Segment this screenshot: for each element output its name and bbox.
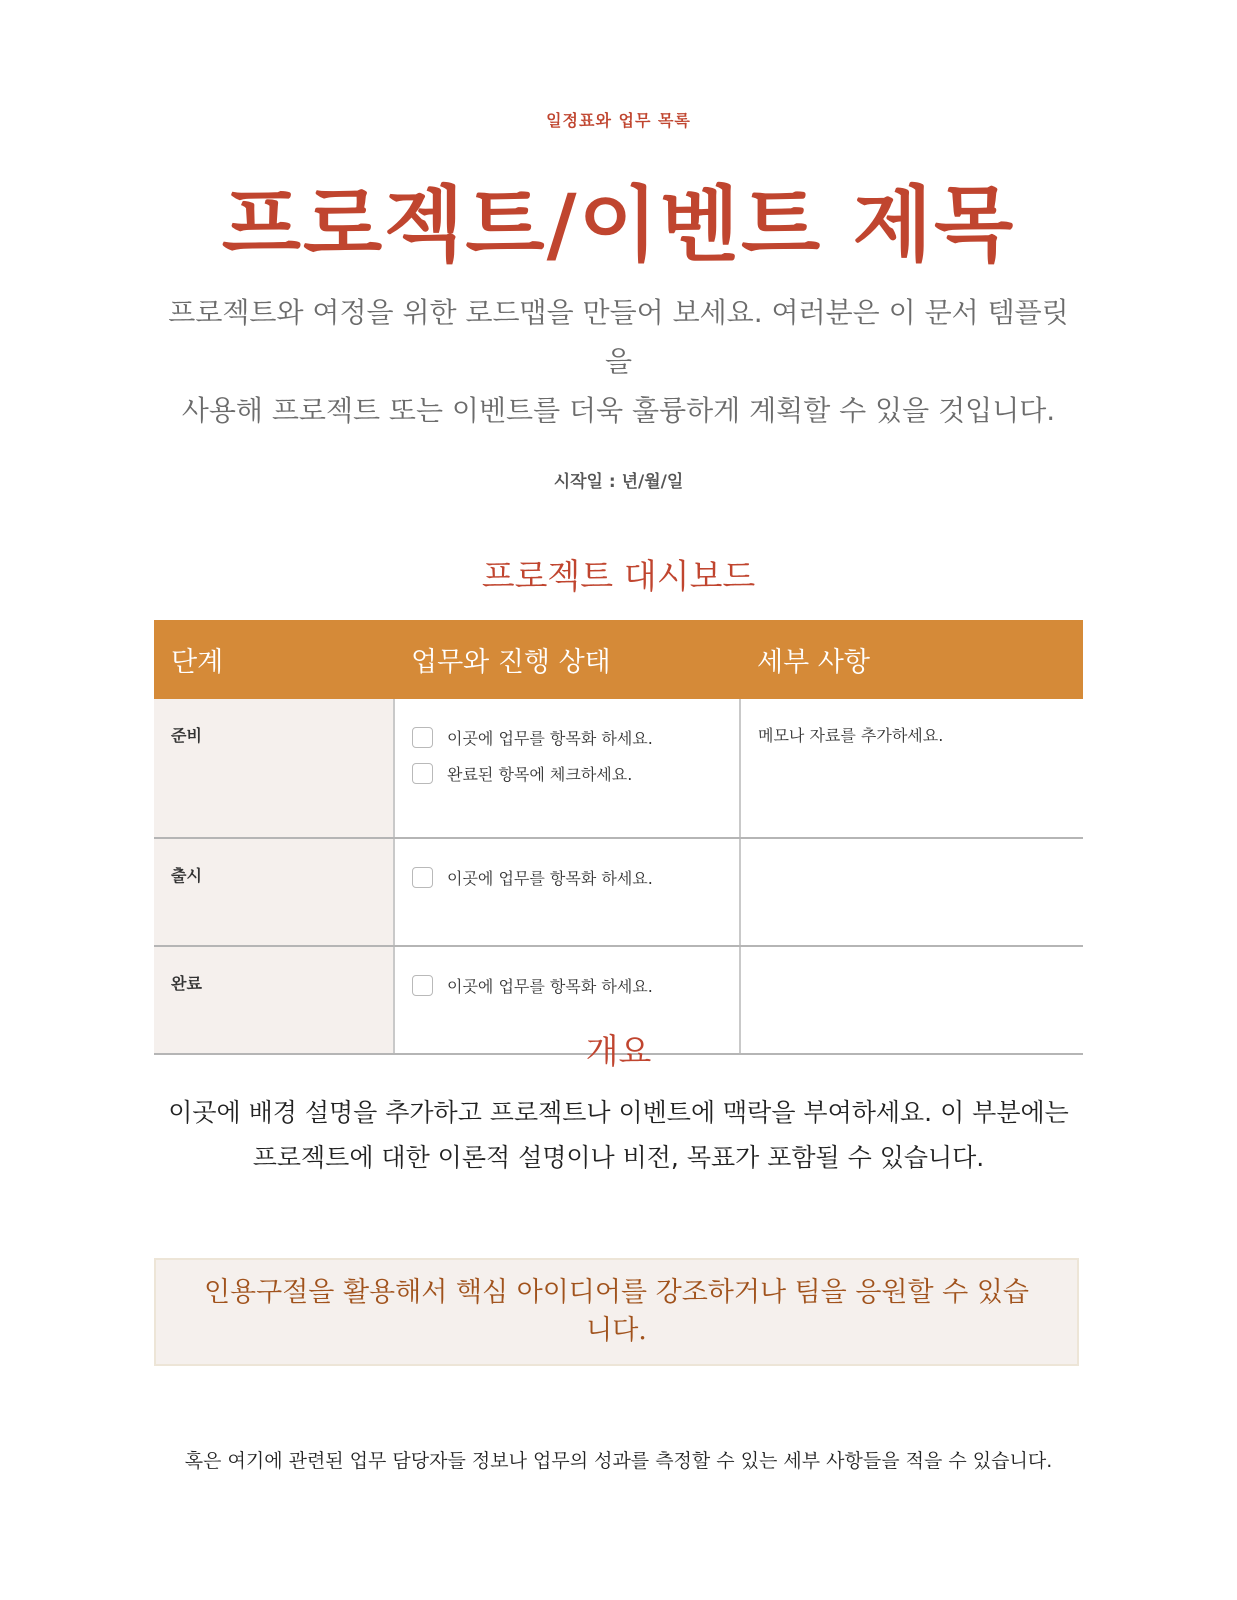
dashboard-table: [154, 620, 1083, 1055]
overview-paragraph: [154, 1090, 1083, 1180]
task-item: [412, 859, 739, 895]
intro-line: 을: [604, 345, 633, 378]
quote-line: 니다.: [586, 1315, 647, 1346]
eyebrow-label: 일정표와 업무 목록: [546, 111, 691, 130]
table-header-row: [154, 620, 1083, 699]
footer-note: 혹은 여기에 관련된 업무 담당자들 정보나 업무의 성과를 측정할 수 있는 세부 사항들을 적을 수 있습니다.: [184, 1450, 1053, 1472]
quote-line: 인용구절을 활용해서 핵심 아이디어를 강조하거나 팀을 응원할 수 있습: [203, 1277, 1030, 1308]
task-checkbox[interactable]: [412, 763, 433, 784]
task-item: [412, 719, 739, 755]
column-header-stage: 단계: [154, 620, 394, 699]
table-row: [154, 838, 1083, 946]
intro-paragraph: [154, 288, 1083, 435]
pull-quote: [154, 1258, 1079, 1366]
overview-line: 프로젝트에 대한 이론적 설명이나 비전, 목표가 포함될 수 있습니다.: [252, 1143, 985, 1172]
task-checkbox[interactable]: [412, 867, 433, 888]
overview-heading: 개요: [585, 1032, 652, 1072]
start-date: 시작일 : 년/월/일: [553, 472, 684, 492]
tasks-cell: [394, 838, 740, 946]
column-header-tasks: 업무와 진행 상태: [394, 620, 740, 699]
table-row: [154, 699, 1083, 838]
dashboard-heading: 프로젝트 대시보드: [481, 557, 756, 597]
details-cell: 메모나 자료를 추가하세요.: [740, 699, 1083, 838]
task-label: 이곳에 업무를 항목화 하세요.: [447, 976, 653, 996]
task-checkbox[interactable]: [412, 975, 433, 996]
task-item: [412, 755, 739, 791]
overview-line: 이곳에 배경 설명을 추가하고 프로젝트나 이벤트에 맥락을 부여하세요. 이 부분에는: [168, 1098, 1069, 1127]
task-label: 완료된 항목에 체크하세요.: [447, 764, 633, 784]
task-label: 이곳에 업무를 항목화 하세요.: [447, 728, 653, 748]
tasks-cell: [394, 699, 740, 838]
stage-cell: 준비: [154, 699, 394, 838]
task-label: 이곳에 업무를 항목화 하세요.: [447, 868, 653, 888]
task-item: [412, 967, 739, 1003]
stage-cell: 완료: [154, 946, 394, 1054]
stage-cell: 출시: [154, 838, 394, 946]
column-header-details: 세부 사항: [740, 620, 1083, 699]
details-cell: [740, 838, 1083, 946]
page-title: 프로젝트/이벤트 제목: [221, 177, 1016, 273]
intro-line: 사용해 프로젝트 또는 이벤트를 더욱 훌륭하게 계획할 수 있을 것입니다.: [181, 394, 1056, 427]
task-checkbox[interactable]: [412, 727, 433, 748]
intro-line: 프로젝트와 여정을 위한 로드맵을 만들어 보세요. 여러분은 이 문서 템플릿: [168, 296, 1069, 329]
